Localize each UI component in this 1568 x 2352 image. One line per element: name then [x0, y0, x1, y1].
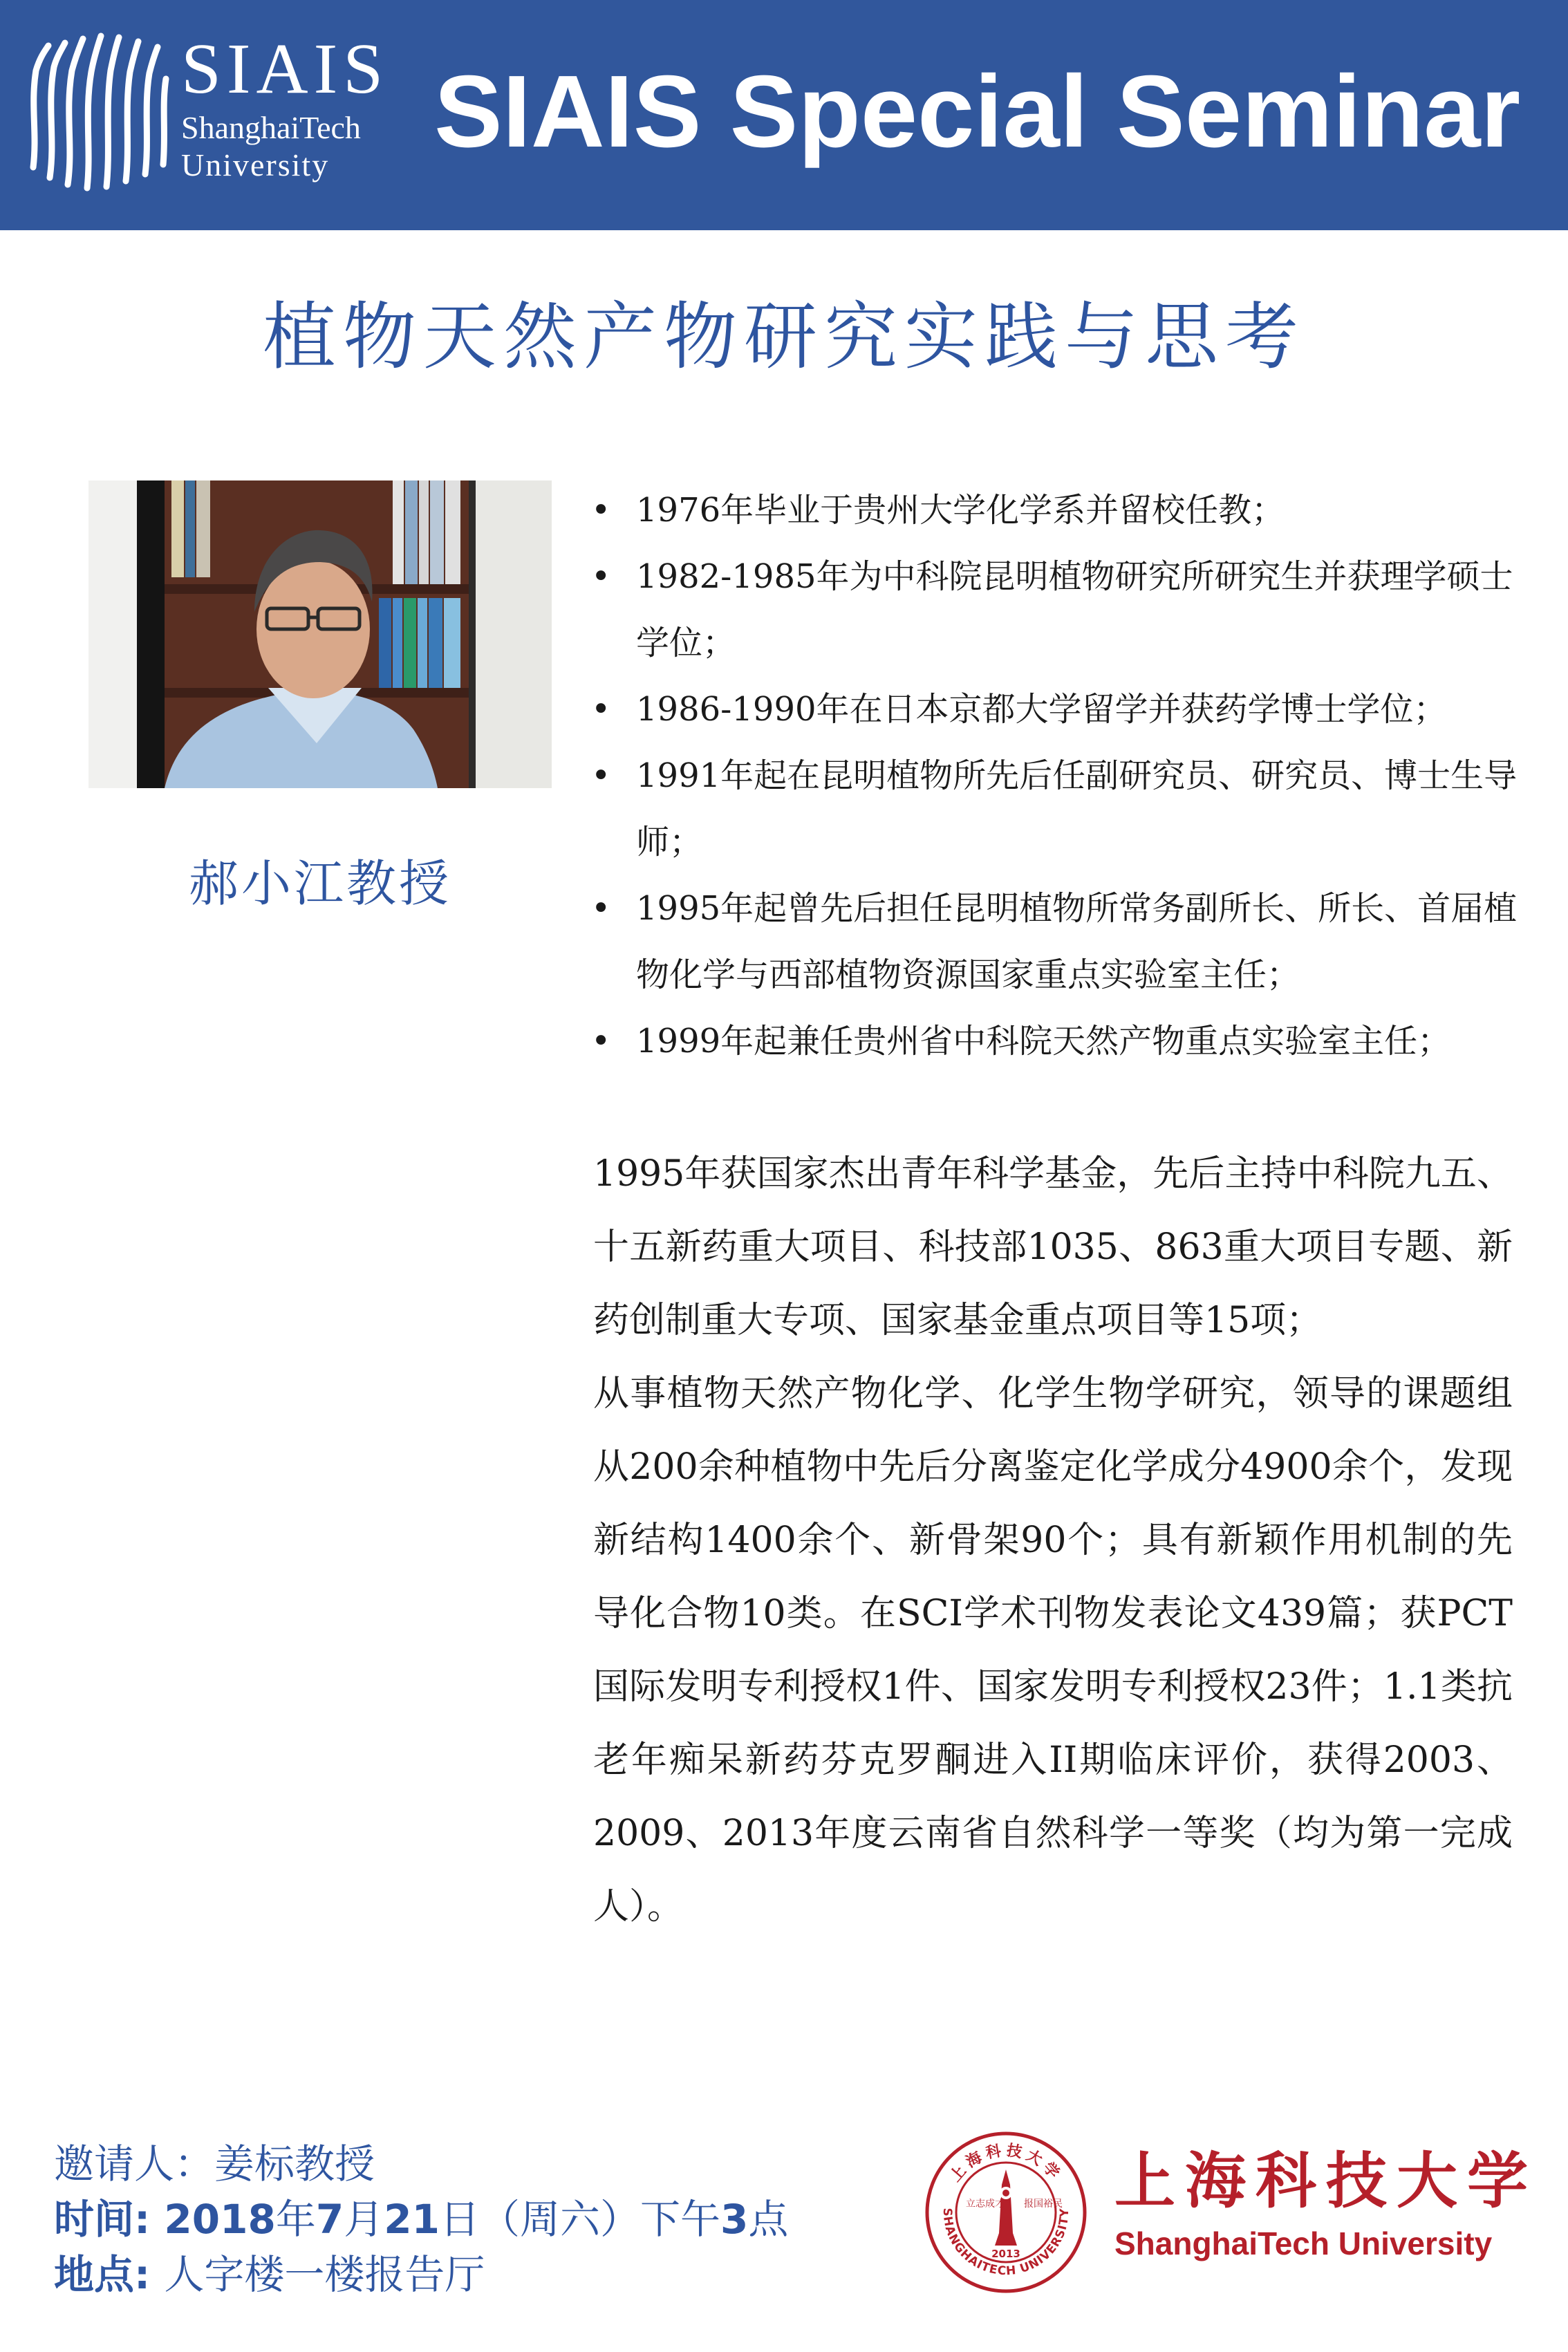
achievement-paragraph: 从事植物天然产物化学、化学生物学研究，领导的课题组从200余种植物中先后分离鉴定化学成分4900余个，发现新结构1400余个、新骨架90个；具有新颖作用机制的先导化合物10类。在SCI学术刊物发表论文439篇；获PCT国际发明专利授权1件、国家发明专利授权23件；1.1类抗老年痴呆新药芬克罗酮进入II期临床评价，获得2003、2009、2013年度云南省自然科学一等奖（均为第一完成人）。 — [593, 1373, 1513, 1928]
header-title: SIAIS Special Seminar — [434, 55, 1521, 169]
inviter-line — [54, 2136, 884, 2192]
time-rest: 日（周六）下午 — [439, 2196, 720, 2243]
place-value: 人字楼一楼报告厅 — [164, 2251, 485, 2298]
seminar-title: 植物天然产物研究实践与思考 — [263, 295, 1305, 380]
time-hour: 3 — [720, 2196, 749, 2243]
time-day: 21 — [384, 2196, 440, 2243]
seal-right-motto: 报国裕民 — [1024, 2199, 1063, 2210]
time-label: 时间: — [54, 2196, 165, 2243]
time-hour-char: 点 — [748, 2196, 789, 2243]
place-label: 地点: — [54, 2251, 165, 2298]
shanghaitech-seal-icon — [923, 2129, 1089, 2295]
inviter-label: 邀请人： — [54, 2140, 215, 2187]
speaker-achievements — [593, 1137, 1513, 1943]
bio-item: • 1982-1985年为中科院昆明植物研究所研究生并获理学硕士学位； — [591, 543, 1518, 676]
bio-item: • 1976年毕业于贵州大学化学系并留校任教； — [591, 477, 1518, 543]
seal-ring-text: SHANGHAITECH UNIVERSITY — [940, 2208, 1072, 2279]
time-month: 7 — [315, 2196, 344, 2243]
university-name-en: ShanghaiTech University — [1114, 2225, 1493, 2261]
place-line — [54, 2247, 884, 2302]
bio-item: • 1999年起兼任贵州省中科院天然产物重点实验室主任； — [591, 1008, 1518, 1074]
logo-university-text: University — [181, 147, 330, 183]
time-year-char: 年 — [275, 2196, 316, 2243]
seal-year: 2013 — [991, 2248, 1020, 2260]
university-name-cn: 上海科技大学 — [1114, 2145, 1538, 2216]
bio-item: • 1986-1990年在日本京都大学留学并获药学博士学位； — [591, 676, 1518, 743]
seminar-details — [54, 2136, 884, 2302]
achievement-paragraph: 1995年获国家杰出青年科学基金，先后主持中科院九五、十五新药重大项目、科技部1035、863重大项目专题、新药创制重大专项、国家基金重点项目等15项； — [593, 1153, 1513, 1341]
bio-item: • 1995年起曾先后担任昆明植物所常务副所长、所长、首届植物化学与西部植物资源国家重点实验室主任； — [591, 875, 1518, 1008]
seal-top-text: 上海科技大学 — [946, 2141, 1066, 2185]
logo-shanghaitech-text: ShanghaiTech — [181, 110, 361, 145]
time-year: 2018 — [164, 2196, 276, 2243]
header-banner — [0, 0, 1568, 230]
time-line — [54, 2192, 884, 2247]
time-month-char: 月 — [344, 2196, 384, 2243]
speaker-photo — [88, 480, 552, 788]
speaker-name: 郝小江教授 — [188, 855, 451, 913]
siais-logo-mark — [28, 29, 173, 192]
speaker-bio-list — [591, 477, 1518, 1074]
inviter-value: 姜标教授 — [214, 2140, 375, 2187]
bio-item: • 1991年起在昆明植物所先后任副研究员、研究员、博士生导师； — [591, 743, 1518, 875]
logo-siais-text: SIAIS — [181, 29, 389, 109]
seal-left-motto: 立志成才 — [966, 2199, 1005, 2210]
